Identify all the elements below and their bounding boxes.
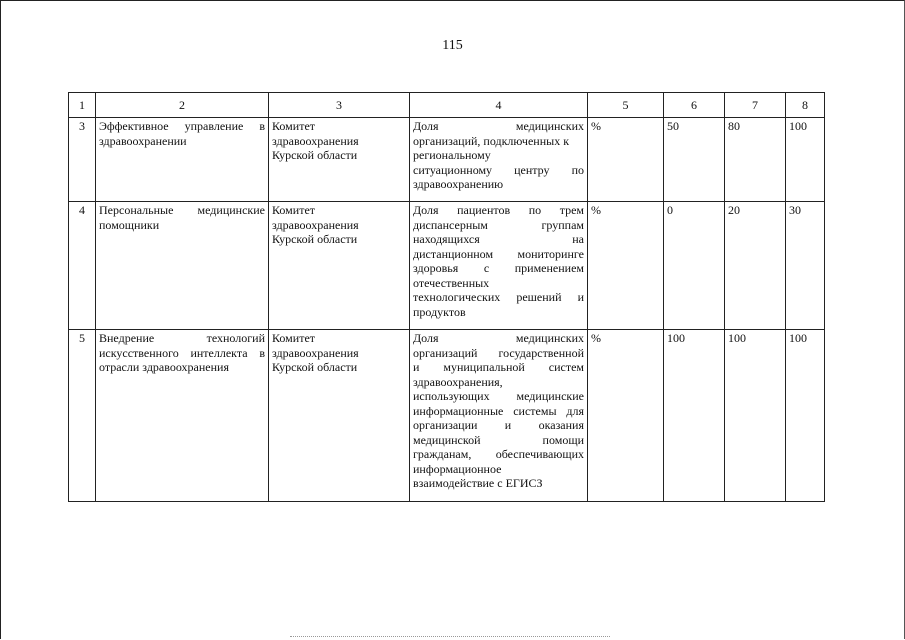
header-cell-4: 4 <box>410 93 588 118</box>
indicator-line: медицинской помощи <box>413 432 584 447</box>
responsible-line: здравоохранения <box>272 133 359 148</box>
project-name-line: помощники <box>99 217 160 232</box>
indicator-line: здоровья с применением <box>413 261 584 275</box>
indicator-line: Доля медицинских <box>413 119 584 133</box>
project-name-line: отрасли здравоохранения <box>99 360 229 374</box>
indicator-line: дистанционном мониторинге <box>413 246 584 261</box>
header-cell-3: 3 <box>269 93 410 118</box>
indicator-line: организаций, подключенных к <box>413 133 570 148</box>
responsible-line: Курской области <box>272 360 358 374</box>
header-cell-6: 6 <box>664 93 725 118</box>
responsible-line: здравоохранения <box>272 217 359 232</box>
indicator-line: региональному <box>413 148 491 162</box>
unit-cell: % <box>588 118 664 202</box>
value-cell-6: 50 <box>664 118 725 202</box>
indicator-line: технологических решений и <box>413 290 584 304</box>
responsible-line: здравоохранения <box>272 345 359 360</box>
indicator-line: ситуационному центру по <box>413 162 584 177</box>
unit-cell: % <box>588 202 664 330</box>
value-cell-6: 0 <box>664 202 725 330</box>
indicator-line: диспансерным группам <box>413 217 584 232</box>
project-name-line: Персональные медицинские <box>99 203 265 217</box>
value-cell-6: 100 <box>664 330 725 502</box>
value-cell-8: 100 <box>786 118 825 202</box>
indicator-line: и муниципальной систем <box>413 360 584 374</box>
responsible-line: Комитет <box>272 203 316 217</box>
indicator-table <box>68 92 825 502</box>
value-cell-7: 100 <box>725 330 786 502</box>
table-row <box>69 330 825 502</box>
indicator-cell <box>410 118 588 202</box>
indicator-line: Доля медицинских <box>413 331 584 345</box>
row-number: 3 <box>69 118 96 202</box>
indicator-line: здравоохранения, <box>413 374 503 389</box>
responsible-line: Комитет <box>272 331 316 345</box>
value-cell-8: 100 <box>786 330 825 502</box>
indicator-line: здравоохранению <box>413 177 504 191</box>
indicator-line: информационное <box>413 461 502 476</box>
project-name-line: искусственного интеллекта в <box>99 345 265 360</box>
indicator-line: организаций государственной <box>413 345 584 360</box>
project-name-cell <box>96 118 269 202</box>
indicator-line: гражданам, обеспечивающих <box>413 447 584 461</box>
table-row <box>69 202 825 330</box>
header-cell-7: 7 <box>725 93 786 118</box>
indicator-cell <box>410 330 588 502</box>
indicator-line: информационные системы для <box>413 403 584 418</box>
project-name-line: Эффективное управление в <box>99 119 265 133</box>
indicator-line: находящихся на <box>413 232 584 246</box>
responsible-line: Комитет <box>272 119 316 133</box>
project-name-cell <box>96 202 269 330</box>
row-number: 5 <box>69 330 96 502</box>
indicator-cell <box>410 202 588 330</box>
project-name-cell <box>96 330 269 502</box>
project-name-line: Внедрение технологий <box>99 331 265 345</box>
responsible-line: Курской области <box>272 232 358 246</box>
scan-edge-line <box>290 636 610 638</box>
header-cell-2: 2 <box>96 93 269 118</box>
header-row <box>69 93 825 118</box>
value-cell-8: 30 <box>786 202 825 330</box>
responsible-cell <box>269 202 410 330</box>
project-name-line: здравоохранении <box>99 133 187 148</box>
row-number: 4 <box>69 202 96 330</box>
indicator-line: продуктов <box>413 304 466 319</box>
indicator-line: Доля пациентов по трем <box>413 203 584 217</box>
indicator-line: организации и оказания <box>413 418 584 432</box>
responsible-cell <box>269 118 410 202</box>
page-number: 115 <box>442 38 463 53</box>
responsible-cell <box>269 330 410 502</box>
unit-cell: % <box>588 330 664 502</box>
header-cell-1: 1 <box>69 93 96 118</box>
responsible-line: Курской области <box>272 148 358 162</box>
value-cell-7: 80 <box>725 118 786 202</box>
table-row <box>69 118 825 202</box>
indicator-line: взаимодействие с ЕГИСЗ <box>413 476 543 490</box>
value-cell-7: 20 <box>725 202 786 330</box>
indicator-line: отечественных <box>413 275 490 290</box>
header-cell-5: 5 <box>588 93 664 118</box>
header-cell-8: 8 <box>786 93 825 118</box>
indicator-line: использующих медицинские <box>413 389 584 403</box>
